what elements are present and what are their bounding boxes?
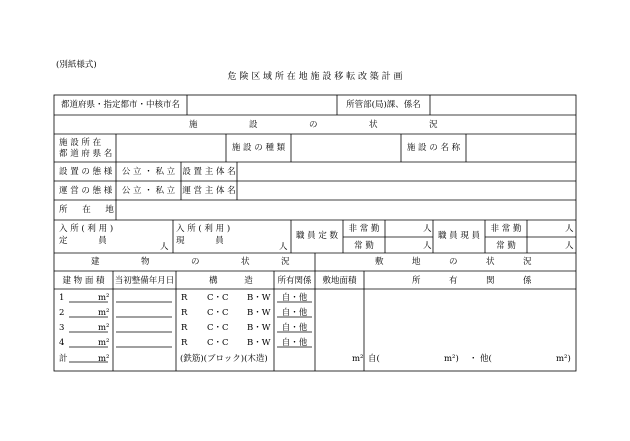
department-label: 所管部(局)課、係名 [346,100,421,110]
facility-location-label-2: 都 道 府 県 名 [59,149,113,159]
establishment-public-private: 公 立 ・ 私 立 [121,167,176,177]
header-initial-date: 当初整備年月日 [114,276,175,286]
staff-current-label: 職 員 現 員 [437,231,481,241]
total-label: 計 [59,354,68,364]
establishment-entity-label: 設 置 主 体 名 [182,167,236,177]
other-unit: m²) [556,354,571,364]
header-structure: 構 造 [209,276,265,286]
capacity-unit: 人 [160,242,169,252]
header-site-area: 敷地面積 [322,276,357,286]
operation-entity-label: 運 営 主 体 名 [182,186,236,196]
capacity-label-1: 入 所 ( 利 用 ) [59,224,114,234]
current-users-label-2: 現 員 [176,236,238,246]
quota-full-time-unit: 人 [423,241,432,251]
site-area-unit: m² [352,354,364,364]
staff-quota-label: 職 員 定 数 [295,231,339,241]
current-users-unit: 人 [279,242,288,252]
separator: ・ [469,354,478,364]
form-note: (別紙様式) [56,60,97,70]
quota-part-time-unit: 人 [423,224,432,234]
quota-part-time-label: 非 常 勤 [348,224,380,234]
establishment-type-label: 設 置 の 態 様 [59,167,113,177]
current-full-time-unit: 人 [565,241,574,251]
form-title: 危 険 区 域 所 在 地 施 設 移 転 改 築 計 画 [227,72,403,82]
header-ownership: 所有関係 [277,276,312,286]
address-label: 所 在 地 [59,205,120,215]
facility-location-label-1: 施 設 所 在 [59,138,102,148]
current-users-label-1: 入 所 ( 利 用 ) [176,224,231,234]
total-materials: (鉄筋)(ブロック)(木造) [180,354,268,364]
current-part-time-label: 非 常 勤 [490,224,522,234]
quota-full-time-label: 常 勤 [354,241,374,251]
facility-type-label: 施 設 の 種 類 [231,143,286,153]
header-building-area: 建 物 面 積 [62,276,105,286]
total-unit: m² [98,354,110,364]
own-unit: m²) [444,354,459,364]
prefecture-label: 都道府県・指定都市・中核市名 [60,100,180,110]
operation-type-label: 運 営 の 態 様 [59,186,113,196]
facility-name-label: 施 設 の 名 称 [406,143,461,153]
current-full-time-label: 常 勤 [496,241,516,251]
other-label: 他( [480,354,492,364]
operation-public-private: 公 立 ・ 私 立 [121,186,176,196]
current-part-time-unit: 人 [565,224,574,234]
own-label: 自( [368,354,380,364]
capacity-label-2: 定 員 [59,236,121,246]
